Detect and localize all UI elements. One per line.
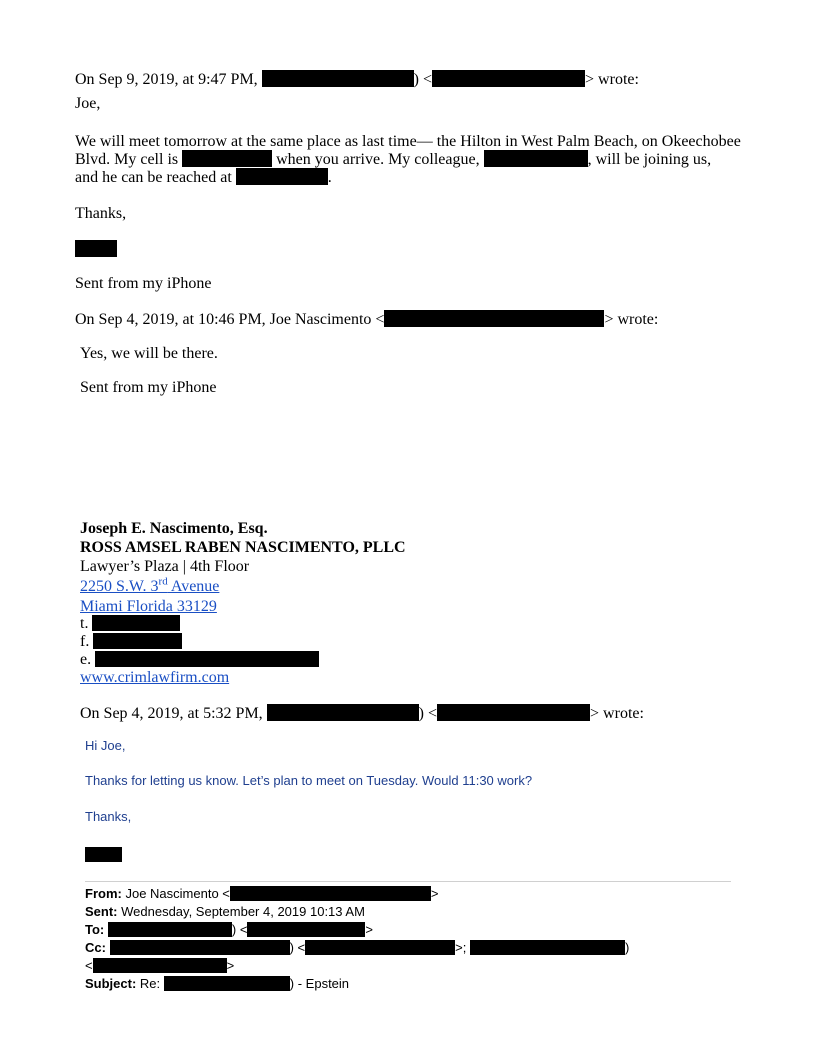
redaction-box [432,70,585,87]
redaction-box [93,958,227,973]
redaction-box [182,150,272,167]
redaction-box [470,940,625,955]
signature-name: Joseph E. Nascimento, Esq. [80,520,268,537]
forwarded-to: To: ) < > [85,922,374,937]
redaction-box [262,70,414,87]
redaction-box [236,168,328,185]
website-link[interactable]: www.crimlawfirm.com [80,669,230,686]
redaction-box [110,940,290,955]
email1-sent-from: Sent from my iPhone [75,275,212,292]
redaction-box [384,310,604,327]
redaction-box [92,615,180,631]
signature-fax: f. [80,632,182,652]
signature-firm: ROSS AMSEL RABEN NASCIMENTO, PLLC [80,539,406,556]
email1-body-line3: and he can be reached at . [75,169,332,186]
signature-address-line1[interactable] [80,577,219,597]
address-link-1[interactable]: 2250 S.W. 3rd Avenue [80,575,220,595]
email2-header: On Sep 4, 2019, at 10:46 PM, Joe Nascimento < > wrote: [75,311,659,328]
forwarded-cc: Cc: ) < >; ) [85,940,630,955]
redaction-box [85,847,122,862]
header-divider [85,881,731,882]
redaction-box [267,704,419,721]
email1-thanks: Thanks, [75,205,127,222]
forwarded-cc-line2: < > [85,958,235,973]
email1-greeting: Joe, [75,95,101,112]
signature-website[interactable] [80,668,229,688]
redaction-box [437,704,590,721]
redaction-box [164,976,290,991]
redaction-box [75,240,117,257]
email3-header: On Sep 4, 2019, at 5:32 PM, ) < > wrote: [80,705,644,722]
redaction-box [108,922,232,937]
email1-body-line2: Blvd. My cell is when you arrive. My colleague, , will be joining us, [75,151,712,168]
signature-plaza: Lawyer’s Plaza | 4th Floor [80,558,250,575]
redaction-box [305,940,455,955]
forwarded-sent: Sent: Wednesday, September 4, 2019 10:13 AM [85,904,365,919]
email3-greeting: Hi Joe, [85,738,126,753]
email3-body: Thanks for letting us know. Let’s plan to meet on Tuesday. Would 11:30 work? [85,773,533,788]
forwarded-from: From: Joe Nascimento < > [85,886,439,901]
email2-sent-from: Sent from my iPhone [80,379,217,396]
email2-body: Yes, we will be there. [80,345,218,362]
email1-body-line1: We will meet tomorrow at the same place as last time— the Hilton in West Palm Beach, on Okeechobee [75,133,741,150]
redaction-box [484,150,588,167]
redaction-box [95,651,319,667]
redaction-box [230,886,431,901]
email3-signature-redaction [85,846,122,864]
email3-thanks: Thanks, [85,809,132,824]
signature-email: e. [80,650,319,670]
redaction-box [93,633,182,649]
redaction-box [247,922,365,937]
email1-signature-redaction [75,240,117,259]
address-link-2[interactable]: Miami Florida 33129 [80,598,217,615]
signature-phone: t. [80,614,180,634]
forwarded-subject: Subject: Re: ) - Epstein [85,976,350,991]
email1-header: On Sep 9, 2019, at 9:47 PM, ) < > wrote: [75,71,639,88]
